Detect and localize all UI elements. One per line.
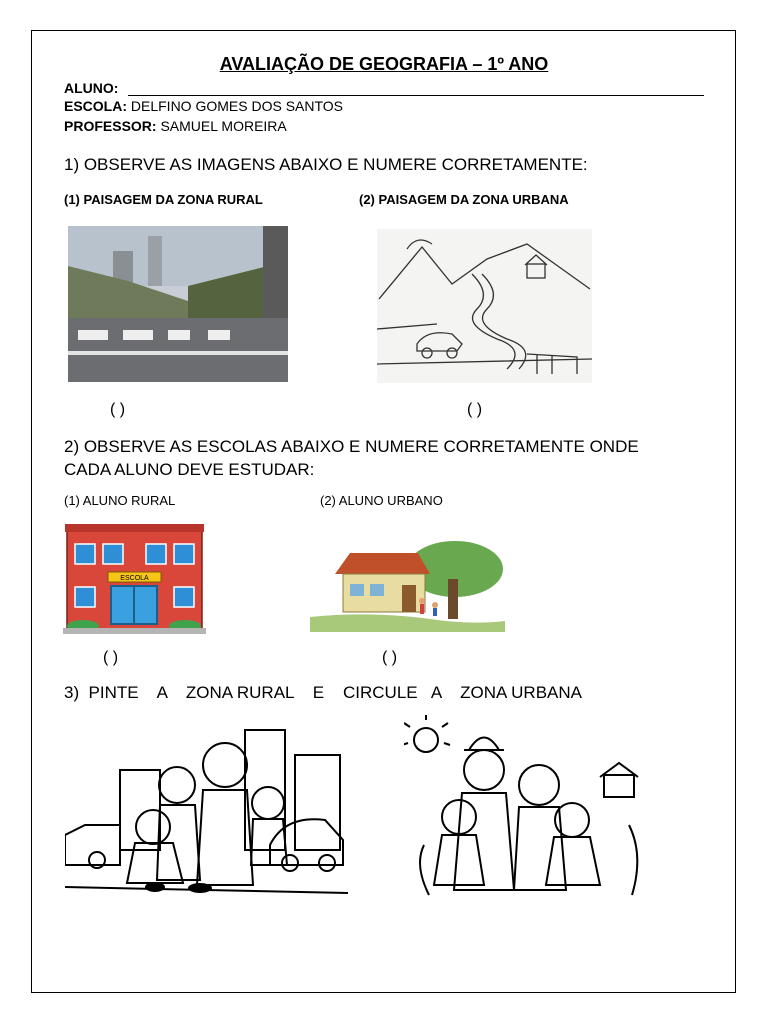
rural-family-coloring-drawing: [404, 715, 664, 905]
rural-landscape-drawing: [377, 229, 592, 383]
page-title: AVALIAÇÃO DE GEOGRAFIA – 1º ANO: [219, 54, 549, 74]
q1-answer-box-2[interactable]: ( ): [467, 401, 483, 418]
question-1: 1) OBSERVE AS IMAGENS ABAIXO E NUMERE CORRETAMENTE:: [64, 155, 588, 174]
q2-option-rural: (1) ALUNO RURAL: [64, 493, 176, 508]
q1-answer-box-1[interactable]: ( ): [110, 401, 126, 418]
q2-answer-box-2[interactable]: ( ): [382, 649, 398, 666]
student-name-line[interactable]: [128, 95, 704, 96]
school-field: ESCOLA: DELFINO GOMES DOS SANTOS: [64, 98, 344, 114]
q1-option-rural: (1) PAISAGEM DA ZONA RURAL: [64, 192, 263, 207]
q2-option-urban: (2) ALUNO URBANO: [320, 493, 443, 508]
q1-option-urban: (2) PAISAGEM DA ZONA URBANA: [359, 192, 569, 207]
teacher-field: PROFESSOR: SAMUEL MOREIRA: [64, 118, 287, 134]
question-2-line1: 2) OBSERVE AS ESCOLAS ABAIXO E NUMERE CORRETAMENTE ONDE: [64, 437, 639, 456]
question-3: 3) PINTE A ZONA RURAL E CIRCULE A ZONA URBANA: [64, 683, 583, 702]
rural-school-house: [310, 539, 505, 632]
student-field: ALUNO:: [64, 80, 119, 96]
urban-family-coloring-drawing: [65, 715, 348, 903]
school-sign-text: ESCOLA: [120, 575, 149, 582]
q2-answer-box-1[interactable]: ( ): [103, 649, 119, 666]
urban-street-photo: [68, 226, 288, 382]
question-2-line2: CADA ALUNO DEVE ESTUDAR:: [64, 460, 315, 479]
urban-school-building: [63, 522, 206, 634]
